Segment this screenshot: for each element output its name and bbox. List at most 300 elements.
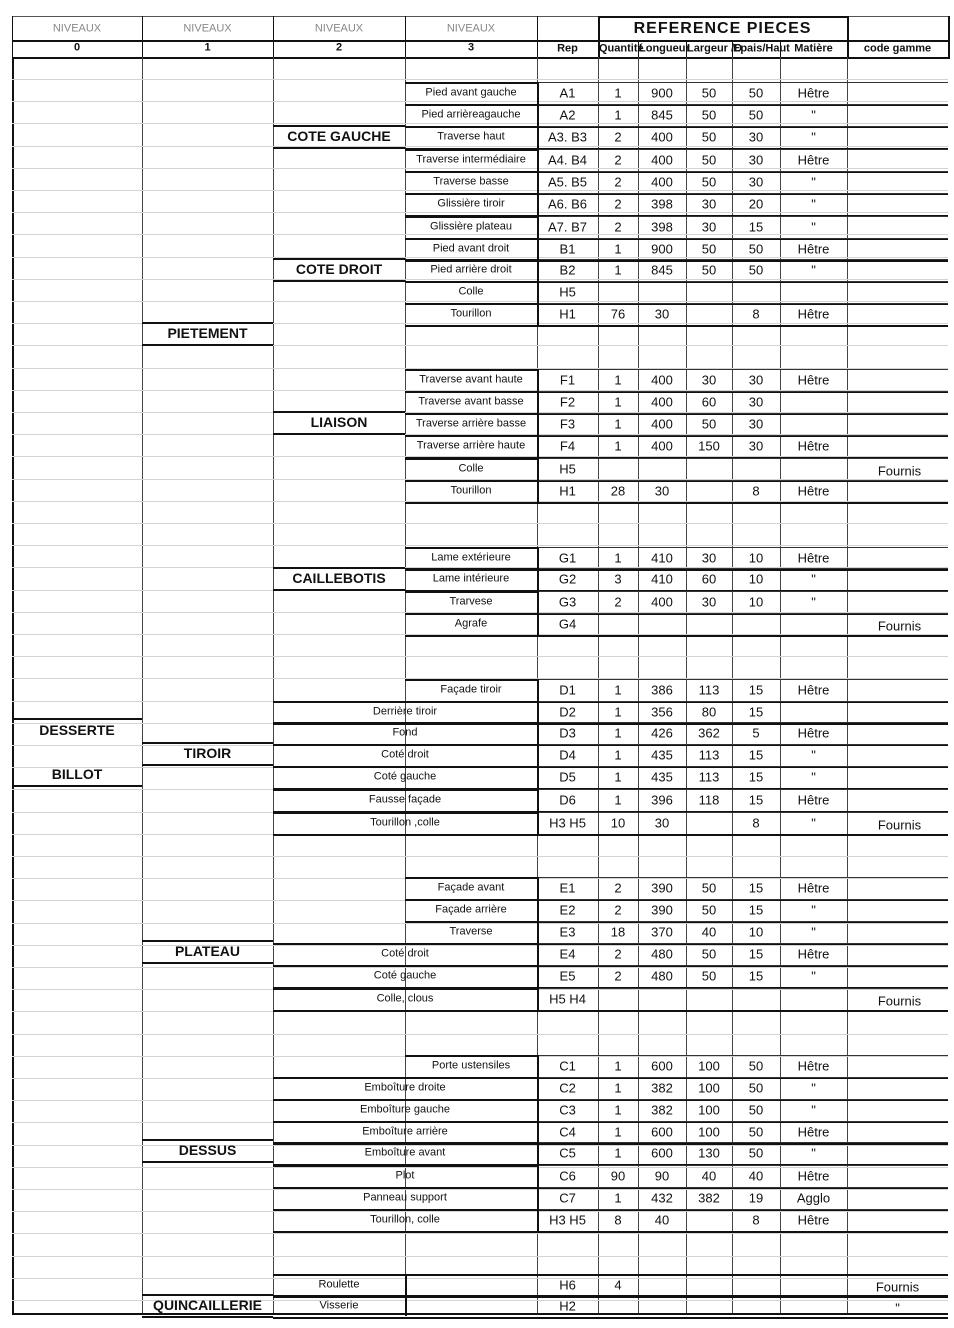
level-number-2: 2: [335, 41, 343, 54]
grid-hline: [405, 391, 537, 393]
grid-vline: [537, 613, 539, 635]
part-epaisseur: 15: [748, 880, 764, 896]
grid-hline: [405, 369, 537, 371]
part-designation: Fond: [392, 726, 418, 739]
grid-vline: [537, 82, 539, 104]
grid-vline: [537, 303, 539, 325]
niveaux-label-1: NIVEAUX: [183, 22, 232, 35]
grid-vline: [537, 193, 539, 215]
part-longueur: 396: [651, 792, 673, 808]
grid-hline: [12, 146, 948, 147]
part-epaisseur: 15: [748, 968, 764, 984]
grid-hline: [12, 234, 948, 235]
part-designation: Coté gauche: [373, 969, 437, 982]
grid-vline: [537, 1209, 539, 1231]
part-matiere: ": [811, 129, 816, 145]
part-designation: Emboîture gauche: [360, 1103, 450, 1116]
grid-hline: [537, 480, 948, 481]
part-quantite: 2: [614, 946, 622, 962]
grid-hline: [273, 1142, 537, 1144]
column-header-2: Longueur: [639, 42, 690, 55]
part-largeur: 40: [701, 924, 717, 940]
part-epaisseur: 30: [748, 372, 764, 388]
level-number-3: 3: [467, 41, 475, 54]
part-largeur: 60: [701, 571, 717, 587]
part-epaisseur: 50: [748, 85, 764, 101]
subgroup-cote-gauche: COTE GAUCHE: [287, 128, 391, 144]
part-largeur: 50: [701, 880, 717, 896]
part-epaisseur: 30: [748, 394, 764, 410]
grid-hline: [405, 238, 537, 240]
grid-hline: [537, 1010, 948, 1012]
part-quantite: 1: [614, 1058, 622, 1074]
grid-vline: [537, 591, 539, 613]
grid-hline: [405, 921, 537, 923]
grid-hline: [273, 1099, 537, 1101]
grid-vline: [537, 216, 539, 238]
part-matiere: ": [811, 924, 816, 940]
grid-hline: [537, 679, 948, 680]
part-longueur: 435: [651, 769, 673, 785]
part-rep: B2: [559, 262, 576, 278]
grid-hline: [405, 413, 537, 415]
subgroup-liaison: LIAISON: [310, 414, 368, 430]
grid-vline: [537, 1099, 539, 1121]
part-matiere: ": [811, 902, 816, 918]
part-designation: Plot: [395, 1169, 415, 1182]
column-header-4: Epais/Haut: [733, 42, 790, 55]
grid-hline: [405, 568, 537, 570]
grid-hline: [537, 723, 948, 725]
part-largeur: 100: [698, 1058, 720, 1074]
grid-hline: [273, 965, 537, 967]
part-largeur: 100: [698, 1102, 720, 1118]
part-epaisseur: 50: [748, 241, 764, 257]
grid-vline: [537, 16, 538, 59]
grid-vline: [537, 369, 539, 391]
column-header-1: Quantité: [599, 42, 644, 55]
part-longueur: 386: [651, 682, 673, 698]
part-epaisseur: 19: [748, 1190, 764, 1206]
grid-vline: [537, 413, 539, 435]
grid-hline: [405, 1055, 537, 1057]
grid-hline: [273, 1274, 948, 1276]
grid-hline: [537, 569, 948, 571]
part-rep: F4: [559, 438, 576, 454]
part-largeur: 50: [701, 946, 717, 962]
group-quincaillerie: QUINCAILLERIE: [153, 1297, 262, 1313]
part-epaisseur: 10: [748, 594, 764, 610]
grid-vline: [537, 259, 539, 281]
part-designation: Roulette: [318, 1278, 360, 1291]
grid-hline: [142, 764, 273, 766]
part-largeur: 100: [698, 1124, 720, 1140]
grid-vline: [405, 1274, 407, 1316]
grid-hline: [537, 744, 948, 745]
part-largeur: 30: [701, 594, 717, 610]
grid-hline: [273, 701, 537, 703]
part-longueur: 400: [651, 152, 673, 168]
grid-hline: [273, 589, 405, 591]
grid-hline: [405, 126, 537, 128]
grid-hline: [537, 1187, 948, 1188]
part-quantite: 1: [614, 682, 622, 698]
part-code-gamme: Fournis: [877, 993, 922, 1009]
grid-vline: [273, 16, 274, 59]
part-largeur: 50: [701, 416, 717, 432]
grid-vline: [948, 16, 950, 59]
grid-hline: [273, 1317, 948, 1319]
grid-hline: [537, 458, 948, 459]
grid-vline: [537, 568, 539, 590]
grid-vline: [537, 126, 539, 148]
grid-hline: [537, 921, 948, 922]
part-designation: Lame extérieure: [431, 551, 511, 564]
grid-hline: [537, 635, 948, 637]
grid-hline: [537, 126, 948, 127]
part-quantite: 2: [614, 594, 622, 610]
part-matiere: Agglo: [796, 1190, 831, 1206]
grid-hline: [273, 258, 405, 260]
part-quantite: 2: [614, 196, 622, 212]
grid-hline: [273, 1121, 537, 1123]
grid-vline: [537, 789, 539, 811]
part-epaisseur: 50: [748, 1102, 764, 1118]
grid-vline: [537, 812, 539, 834]
grid-hline: [273, 567, 405, 569]
part-quantite: 90: [610, 1168, 626, 1184]
grid-hline: [405, 303, 537, 305]
grid-hline: [598, 16, 847, 18]
part-matiere: Hêtre: [797, 792, 830, 808]
grid-hline: [273, 744, 537, 746]
part-longueur: 400: [651, 594, 673, 610]
part-designation: Pied avant gauche: [425, 86, 517, 99]
part-designation: Emboîture droite: [364, 1081, 446, 1094]
part-quantite: 1: [614, 416, 622, 432]
part-designation: Emboîture avant: [364, 1146, 446, 1159]
part-designation: Coté droit: [381, 947, 429, 960]
group-plateau: PLATEAU: [174, 943, 241, 959]
column-header-6: code gamme: [863, 42, 932, 55]
part-rep: H5: [559, 284, 576, 300]
grid-vline: [537, 1055, 539, 1077]
part-designation: Pied arrière droit: [430, 263, 512, 276]
part-designation: Tourillon ,colle: [370, 816, 440, 829]
grid-vline: [537, 877, 539, 899]
part-longueur: 480: [651, 968, 673, 984]
part-epaisseur: 15: [748, 219, 764, 235]
part-longueur: 370: [651, 924, 673, 940]
part-rep: D2: [559, 704, 576, 720]
part-quantite: 8: [614, 1212, 622, 1228]
part-epaisseur: 50: [748, 1080, 764, 1096]
part-largeur: 80: [701, 704, 717, 720]
part-largeur: 113: [698, 769, 720, 785]
part-designation: Traverse intermédiaire: [416, 153, 526, 166]
column-header-0: Rep: [557, 42, 578, 55]
part-epaisseur: 20: [748, 196, 764, 212]
part-longueur: 900: [651, 241, 673, 257]
part-quantite: 1: [614, 262, 622, 278]
part-rep: E3: [559, 924, 576, 940]
grid-hline: [537, 722, 948, 723]
part-matiere: Hêtre: [797, 1212, 830, 1228]
grid-hline: [537, 238, 948, 239]
part-designation: Glissière tiroir: [437, 197, 505, 210]
part-rep: E1: [559, 880, 576, 896]
grid-hline: [12, 123, 948, 124]
part-longueur: 400: [651, 438, 673, 454]
part-quantite: 1: [614, 85, 622, 101]
grid-hline: [537, 303, 948, 304]
grid-vline: [537, 1165, 539, 1187]
column-header-5: Matière: [794, 42, 833, 55]
part-rep: C3: [559, 1102, 576, 1118]
part-quantite: 2: [614, 174, 622, 190]
grid-hline: [273, 1010, 537, 1012]
grid-hline: [537, 82, 948, 83]
part-rep: A3. B3: [547, 129, 588, 145]
grid-hline: [142, 1139, 273, 1141]
grid-hline: [273, 1231, 537, 1233]
grid-hline: [405, 458, 537, 460]
grid-vline: [537, 281, 539, 303]
part-matiere: Hêtre: [797, 306, 830, 322]
grid-hline: [537, 104, 948, 105]
part-quantite: 1: [614, 1124, 622, 1140]
part-epaisseur: 50: [748, 1124, 764, 1140]
part-epaisseur: 30: [748, 438, 764, 454]
grid-hline: [12, 212, 948, 213]
part-quantite: 1: [614, 241, 622, 257]
part-epaisseur: 15: [748, 769, 764, 785]
part-epaisseur: 30: [748, 416, 764, 432]
part-longueur: 398: [651, 196, 673, 212]
grid-hline: [12, 79, 948, 80]
part-longueur: 845: [651, 107, 673, 123]
part-matiere: ": [811, 571, 816, 587]
part-quantite: 10: [610, 815, 626, 831]
grid-hline: [405, 899, 537, 901]
part-matiere: ": [811, 1080, 816, 1096]
part-matiere: ": [811, 747, 816, 763]
part-matiere: Hêtre: [797, 85, 830, 101]
part-largeur: 30: [701, 196, 717, 212]
part-quantite: 1: [614, 1080, 622, 1096]
grid-hline: [12, 257, 948, 258]
grid-vline: [273, 57, 274, 1313]
grid-hline: [537, 171, 948, 172]
part-longueur: 400: [651, 372, 673, 388]
part-epaisseur: 15: [748, 682, 764, 698]
part-largeur: 60: [701, 394, 717, 410]
part-rep: D6: [559, 792, 576, 808]
grid-hline: [12, 57, 948, 59]
part-epaisseur: 10: [748, 550, 764, 566]
part-longueur: 480: [651, 946, 673, 962]
grid-hline: [12, 523, 948, 524]
part-rep: G2: [558, 571, 577, 587]
grid-hline: [142, 1316, 273, 1318]
part-rep: E5: [559, 968, 576, 984]
grid-hline: [405, 259, 537, 261]
part-rep: C5: [559, 1145, 576, 1161]
part-quantite: 76: [610, 306, 626, 322]
part-matiere: Hêtre: [797, 550, 830, 566]
grid-vline: [537, 391, 539, 413]
part-epaisseur: 10: [748, 924, 764, 940]
grid-hline: [537, 149, 948, 150]
part-largeur: 118: [698, 792, 720, 808]
grid-hline: [273, 722, 537, 724]
grid-hline: [12, 967, 948, 968]
part-longueur: 410: [651, 571, 673, 587]
grid-hline: [12, 718, 142, 720]
part-designation: Traverse basse: [433, 175, 509, 188]
part-longueur: 426: [651, 725, 673, 741]
grid-hline: [273, 766, 537, 768]
level0-billot: BILLOT: [51, 766, 103, 782]
part-quantite: 1: [614, 438, 622, 454]
grid-hline: [537, 591, 948, 592]
grid-vline: [732, 57, 733, 1313]
grid-hline: [405, 281, 537, 283]
grid-vline: [537, 1121, 539, 1143]
grid-vline: [537, 988, 539, 1010]
part-largeur: 113: [698, 682, 720, 698]
part-rep: H3 H5: [549, 815, 586, 831]
grid-hline: [537, 701, 948, 702]
part-rep: C6: [559, 1168, 576, 1184]
part-rep: B1: [559, 241, 576, 257]
part-designation: Panneau support: [363, 1191, 447, 1204]
part-largeur: 113: [698, 747, 720, 763]
part-quantite: 1: [614, 725, 622, 741]
grid-hline: [273, 1295, 948, 1297]
grid-vline: [537, 149, 539, 171]
grid-hline: [537, 613, 948, 614]
part-longueur: 90: [654, 1168, 670, 1184]
part-quantite: 1: [614, 704, 622, 720]
part-quantite: 1: [614, 769, 622, 785]
part-epaisseur: 8: [752, 815, 760, 831]
part-largeur: 50: [701, 241, 717, 257]
part-designation: Glissière plateau: [430, 220, 512, 233]
grid-hline: [405, 480, 537, 482]
grid-hline: [12, 545, 948, 546]
part-quantite: 1: [614, 107, 622, 123]
column-header-3: Largeur /D: [687, 42, 743, 55]
part-matiere: Hêtre: [797, 241, 830, 257]
part-rep: F2: [559, 394, 576, 410]
part-designation: Pied avant droit: [432, 242, 510, 255]
part-matiere: ": [811, 594, 816, 610]
grid-hline: [405, 679, 537, 681]
grid-hline: [537, 1165, 948, 1166]
part-epaisseur: 50: [748, 262, 764, 278]
grid-hline: [537, 1055, 948, 1056]
grid-vline: [537, 238, 539, 260]
part-longueur: 432: [651, 1190, 673, 1206]
grid-hline: [405, 547, 537, 549]
grid-vline: [598, 57, 599, 1313]
grid-hline: [537, 568, 948, 569]
grid-hline: [537, 1077, 948, 1078]
part-largeur: 362: [698, 725, 720, 741]
grid-hline: [273, 812, 537, 814]
part-quantite: 1: [614, 747, 622, 763]
part-quantite: 1: [614, 372, 622, 388]
part-epaisseur: 50: [748, 1058, 764, 1074]
grid-hline: [142, 1294, 273, 1296]
grid-hline: [12, 1233, 948, 1234]
grid-hline: [537, 193, 948, 194]
grid-hline: [537, 259, 948, 260]
grid-hline: [405, 104, 537, 106]
part-rep: G4: [558, 616, 577, 632]
grid-hline: [273, 789, 537, 791]
grid-hline: [537, 325, 948, 327]
part-code-gamme: Fournis: [877, 817, 922, 833]
niveaux-label-0: NIVEAUX: [52, 22, 102, 35]
part-longueur: 845: [651, 262, 673, 278]
part-designation: Colle, clous: [376, 992, 434, 1005]
grid-vline: [537, 171, 539, 193]
grid-hline: [537, 1231, 948, 1233]
part-matiere: Hêtre: [797, 372, 830, 388]
part-longueur: 40: [654, 1212, 670, 1228]
subgroup-cote-droit: COTE DROIT: [295, 261, 383, 277]
part-quantite: 2: [614, 968, 622, 984]
part-designation: Pied arrièreagauche: [421, 108, 521, 121]
part-designation: Traverse avant basse: [418, 395, 524, 408]
grid-vline: [12, 16, 13, 59]
grid-hline: [12, 101, 948, 102]
part-designation: Façade arrière: [435, 903, 507, 916]
grid-hline: [12, 656, 948, 657]
part-epaisseur: 15: [748, 792, 764, 808]
part-largeur: 100: [698, 1080, 720, 1096]
part-longueur: 400: [651, 394, 673, 410]
grid-hline: [537, 943, 948, 944]
grid-hline: [537, 216, 948, 217]
niveaux-label-3: NIVEAUX: [446, 22, 496, 35]
grid-vline: [537, 899, 539, 921]
grid-vline: [780, 57, 781, 1313]
part-largeur: 50: [701, 174, 717, 190]
part-matiere: Hêtre: [797, 946, 830, 962]
part-matiere: ": [811, 262, 816, 278]
level0-desserte: DESSERTE: [39, 722, 115, 738]
grid-hline: [273, 1165, 537, 1167]
part-designation: Traverse avant haute: [419, 373, 523, 386]
grid-hline: [537, 260, 948, 262]
part-epaisseur: 5: [752, 725, 760, 741]
part-longueur: 398: [651, 219, 673, 235]
grid-hline: [12, 1313, 948, 1315]
grid-hline: [405, 325, 537, 327]
part-epaisseur: 15: [748, 747, 764, 763]
part-largeur: 30: [701, 372, 717, 388]
grid-hline: [537, 789, 948, 790]
part-matiere: Hêtre: [797, 880, 830, 896]
grid-hline: [537, 413, 948, 414]
part-rep: D4: [559, 747, 576, 763]
grid-hline: [12, 1278, 948, 1279]
grid-hline: [537, 988, 948, 989]
part-rep: C7: [559, 1190, 576, 1206]
